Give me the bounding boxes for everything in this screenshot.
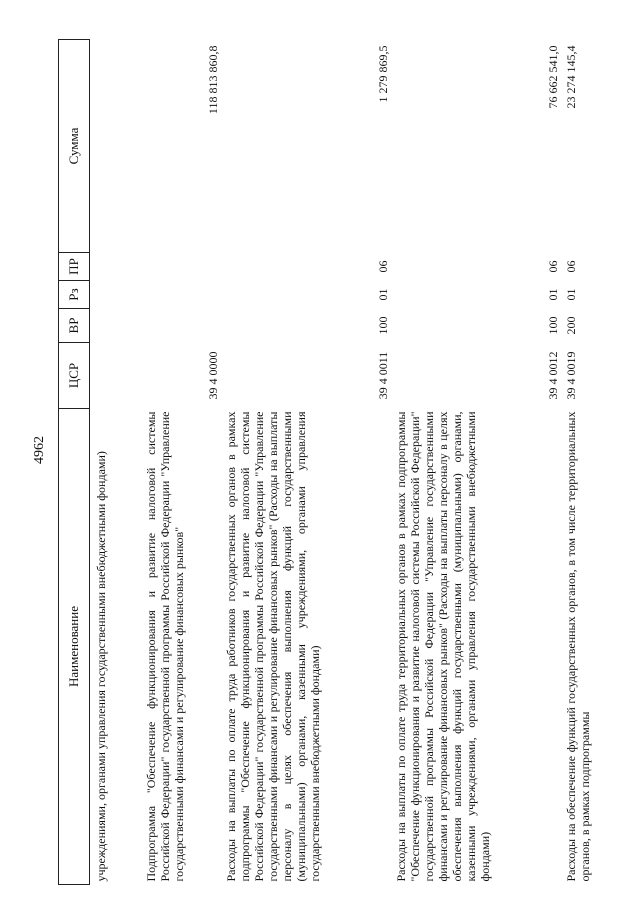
- budget-table: [58, 39, 600, 885]
- row-csr: 39 4 0011: [375, 351, 390, 400]
- table-row: [220, 40, 390, 885]
- table-row: [90, 40, 140, 885]
- row-sum: 23 274 145,4: [563, 45, 578, 109]
- row-rz: 01: [375, 288, 390, 301]
- table-header-row: [59, 40, 90, 885]
- row-pr: [90, 253, 140, 281]
- row-csr: [90, 343, 140, 409]
- header-name: Наименование: [59, 409, 90, 885]
- table-row: [140, 40, 220, 885]
- header-vr: ВР: [59, 309, 90, 343]
- row-csr: 39 4 0019: [563, 351, 578, 400]
- row-csr: 39 4 0000: [205, 351, 220, 400]
- row-name: Расходы на выплаты по оплате труда территориальных органов в рамках подпрограммы "Обеспечение функционирования и развитие налоговой системы Российской Федерации" государственной программы Российской Федерации "Управление государственными финансами и регулирование финансовых рынков" (Расходы на выплаты персоналу в целях обеспечения выполнения функций государственными (муниципальными) органами, казенными учреждениями, органами управления государственными внебюджетными фондами): [393, 411, 492, 882]
- row-vr: [140, 309, 220, 343]
- row-name: учреждениями, органами управления государственными внебюджетными фондами): [94, 451, 108, 882]
- row-vr: 100: [375, 316, 390, 335]
- row-vr: 200: [563, 316, 578, 335]
- row-vr: [90, 309, 140, 343]
- row-rz: [90, 281, 140, 309]
- row-name: Подпрограмма "Обеспечение функционирования и развитие налоговой системы Российской Федерации" государственной программы Российской Федерации "Управление государственными финансами и регулирование финансовых рынков": [143, 411, 186, 882]
- row-sum: [90, 40, 140, 253]
- row-rz: 01: [545, 288, 560, 301]
- row-pr: 06: [545, 260, 560, 273]
- row-name: Расходы на выплаты по оплате труда работников государственных органов в рамках подпрограммы "Обеспечение функционирования и развитие налоговой системы Российской Федерации" государственной программы Российской Федерации "Управление государственными финансами и регулирование финансовых рынков" (Расходы на выплаты персоналу в целях обеспечения выполнения функций государственными (муниципальными) органами, казенными учреждениями, органами управления государственными внебюджетными фондами): [223, 411, 322, 882]
- header-rz: Рз: [59, 281, 90, 309]
- row-vr: 100: [545, 316, 560, 335]
- row-pr: 06: [375, 260, 390, 273]
- header-sum: Сумма: [59, 40, 90, 253]
- row-name: Расходы на обеспечение функций государственных органов, в том числе территориальных органов, в рамках подпрограммы: [563, 411, 592, 882]
- page-number: 4962: [32, 436, 47, 464]
- row-pr: 06: [563, 260, 578, 273]
- row-csr: 39 4 0012: [545, 351, 560, 400]
- header-csr: ЦСР: [59, 343, 90, 409]
- table-row: [390, 40, 560, 885]
- table-row: [560, 40, 600, 885]
- row-rz: [140, 281, 220, 309]
- row-rz: 01: [563, 288, 578, 301]
- row-pr: [140, 253, 220, 281]
- header-pr: ПР: [59, 253, 90, 281]
- row-sum: 118 813 860,8: [205, 45, 220, 115]
- row-sum: 1 279 869,5: [375, 45, 390, 103]
- row-sum: 76 662 541,0: [545, 45, 560, 109]
